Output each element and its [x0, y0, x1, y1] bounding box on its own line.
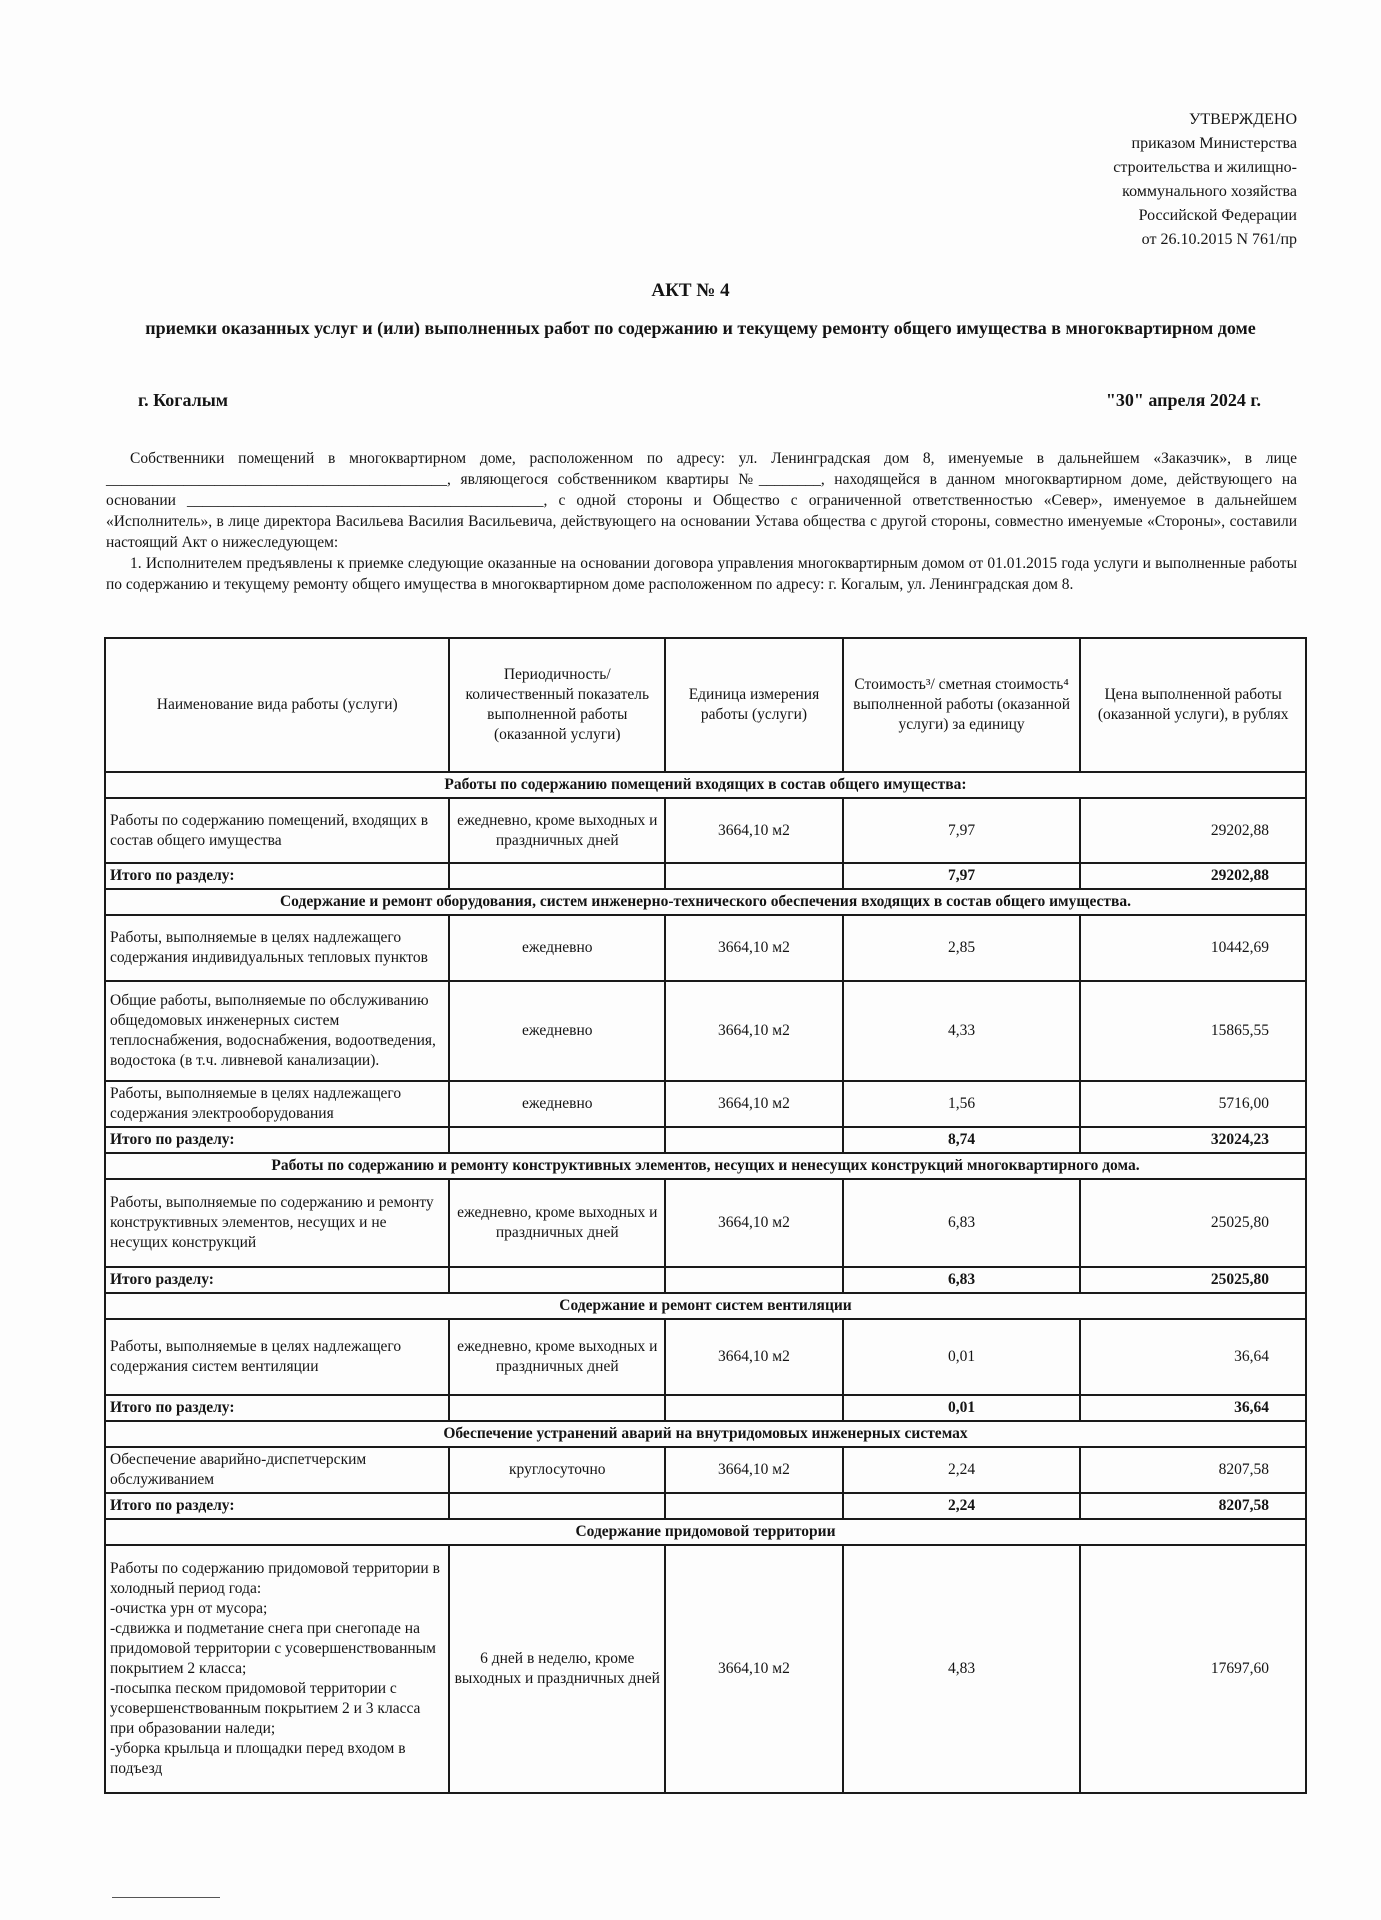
section-title: Содержание и ремонт оборудования, систем инженерно-технического обеспечения входящих в состав общего имущества.	[105, 889, 1306, 915]
header-period: Периодичность/ количественный показатель выполненной работы (оказанной услуги)	[449, 638, 665, 772]
work-name-cell: Общие работы, выполняемые по обслуживанию общедомовых инженерных систем теплоснабжения, водоснабжения, водоотведения, водостока (в т.ч. ливневой канализации).	[105, 981, 449, 1081]
table-row	[105, 1179, 1306, 1267]
empty-cell	[665, 1267, 843, 1293]
price-cell: 15865,55	[1080, 981, 1306, 1081]
empty-cell	[449, 863, 665, 889]
section-title: Содержание придомовой территории	[105, 1519, 1306, 1545]
section-row	[105, 1293, 1306, 1319]
period-cell: ежедневно, кроме выходных и праздничных дней	[449, 1179, 665, 1267]
empty-cell	[665, 1395, 843, 1421]
total-price: 25025,80	[1080, 1267, 1306, 1293]
total-label: Итого по разделу:	[105, 1127, 449, 1153]
table-row	[105, 981, 1306, 1081]
act-title: АКТ № 4	[651, 280, 730, 301]
empty-cell	[449, 1127, 665, 1153]
period-cell: ежедневно, кроме выходных и праздничных дней	[449, 798, 665, 863]
table-body	[105, 772, 1306, 1793]
total-row	[105, 1493, 1306, 1519]
price-cell: 17697,60	[1080, 1545, 1306, 1793]
work-name-cell: Работы, выполняемые по содержанию и ремонту конструктивных элементов, несущих и не несущих конструкций	[105, 1179, 449, 1267]
unit-cell: 3664,10 м2	[665, 1081, 843, 1127]
section-row	[105, 1421, 1306, 1447]
approval-line: УТВЕРЖДЕНО	[1188, 111, 1297, 128]
cost-cell: 4,33	[843, 981, 1081, 1081]
approval-line: от 26.10.2015 N 761/пр	[1141, 231, 1297, 248]
act-date: "30" апреля 2024 г.	[1105, 390, 1261, 410]
header-cost: Стоимость³/ сметная стоимость⁴ выполненной работы (оказанной услуги) за единицу	[843, 638, 1081, 772]
total-price: 29202,88	[1080, 863, 1306, 889]
section-row	[105, 889, 1306, 915]
section-title: Работы по содержанию и ремонту конструктивных элементов, несущих и ненесущих конструкций многоквартирного дома.	[105, 1153, 1306, 1179]
total-price: 36,64	[1080, 1395, 1306, 1421]
price-cell: 8207,58	[1080, 1447, 1306, 1493]
unit-cell: 3664,10 м2	[665, 981, 843, 1081]
table-header	[105, 638, 1306, 772]
total-cost: 0,01	[843, 1395, 1081, 1421]
total-cost: 6,83	[843, 1267, 1081, 1293]
act-subtitle: приемки оказанных услуг и (или) выполненных работ по содержанию и текущему ремонту общего имущества в многоквартирном доме	[145, 318, 1256, 338]
approval-stamp	[1113, 108, 1297, 252]
unit-cell: 3664,10 м2	[665, 1545, 843, 1793]
works-table	[104, 637, 1307, 1794]
table-row	[105, 1545, 1306, 1793]
empty-cell	[449, 1267, 665, 1293]
approval-line: приказом Министерства	[1131, 135, 1297, 152]
work-name-cell: Работы, выполняемые в целях надлежащего содержания электрооборудования	[105, 1081, 449, 1127]
section-title: Работы по содержанию помещений входящих в состав общего имущества:	[105, 772, 1306, 798]
cost-cell: 2,24	[843, 1447, 1081, 1493]
approval-line: строительства и жилищно-	[1113, 159, 1297, 176]
section-title: Содержание и ремонт систем вентиляции	[105, 1293, 1306, 1319]
work-name-cell: Обеспечение аварийно-диспетчерским обслуживанием	[105, 1447, 449, 1493]
total-row	[105, 1127, 1306, 1153]
table-row	[105, 915, 1306, 981]
price-cell: 36,64	[1080, 1319, 1306, 1395]
cost-cell: 7,97	[843, 798, 1081, 863]
cost-cell: 2,85	[843, 915, 1081, 981]
total-row	[105, 1267, 1306, 1293]
table-row	[105, 798, 1306, 863]
total-row	[105, 1395, 1306, 1421]
work-name-cell: Работы по содержанию помещений, входящих в состав общего имущества	[105, 798, 449, 863]
cost-cell: 0,01	[843, 1319, 1081, 1395]
footnote-divider	[112, 1897, 220, 1898]
price-cell: 25025,80	[1080, 1179, 1306, 1267]
period-cell: ежедневно, кроме выходных и праздничных дней	[449, 1319, 665, 1395]
unit-cell: 3664,10 м2	[665, 915, 843, 981]
section-row	[105, 1519, 1306, 1545]
cost-cell: 1,56	[843, 1081, 1081, 1127]
header-price: Цена выполненной работы (оказанной услуги), в рублях	[1080, 638, 1306, 772]
total-cost: 2,24	[843, 1493, 1081, 1519]
empty-cell	[665, 1493, 843, 1519]
table-row	[105, 1447, 1306, 1493]
period-cell: 6 дней в неделю, кроме выходных и праздничных дней	[449, 1545, 665, 1793]
section-row	[105, 772, 1306, 798]
empty-cell	[665, 863, 843, 889]
empty-cell	[449, 1493, 665, 1519]
header-name: Наименование вида работы (услуги)	[105, 638, 449, 772]
period-cell: ежедневно	[449, 1081, 665, 1127]
unit-cell: 3664,10 м2	[665, 1319, 843, 1395]
preamble-paragraph: Собственники помещений в многоквартирном доме, расположенном по адресу: ул. Ленинградская дом 8, именуемые в дальнейшем «Заказчик», в лице ____________________________________________, являющегося собственником квартиры №________, находящейся в данном многоквартирном доме, действующего на основании ______________________________________________, с одной стороны и Общество с ограниченной ответственностью «Север», именуемое в дальнейшем «Исполнитель», в лице директора Васильева Василия Васильевича, действующего на основании Устава общества с другой стороны, совместно именуемые «Стороны», составили настоящий Акт о нижеследующем:	[106, 450, 1297, 551]
total-cost: 8,74	[843, 1127, 1081, 1153]
price-cell: 29202,88	[1080, 798, 1306, 863]
cost-cell: 6,83	[843, 1179, 1081, 1267]
section-title: Обеспечение устранений аварий на внутридомовых инженерных системах	[105, 1421, 1306, 1447]
empty-cell	[665, 1127, 843, 1153]
empty-cell	[449, 1395, 665, 1421]
act-city: г. Когалым	[138, 390, 229, 410]
unit-cell: 3664,10 м2	[665, 1179, 843, 1267]
price-cell: 5716,00	[1080, 1081, 1306, 1127]
preamble-paragraph: 1. Исполнителем предъявлены к приемке следующие оказанные на основании договора управления многоквартирным домом от 01.01.2015 года услуги и выполненные работы по содержанию и текущему ремонту общего имущества в многоквартирном доме расположенном по адресу: г. Когалым, ул. Ленинградская дом 8.	[106, 555, 1297, 593]
total-price: 32024,23	[1080, 1127, 1306, 1153]
total-price: 8207,58	[1080, 1493, 1306, 1519]
work-name-cell: Работы, выполняемые в целях надлежащего содержания индивидуальных тепловых пунктов	[105, 915, 449, 981]
approval-line: Российской Федерации	[1138, 207, 1297, 224]
header-unit: Единица измерения работы (услуги)	[665, 638, 843, 772]
unit-cell: 3664,10 м2	[665, 798, 843, 863]
preamble	[106, 448, 1297, 595]
approval-line: коммунального хозяйства	[1122, 183, 1297, 200]
price-cell: 10442,69	[1080, 915, 1306, 981]
total-label: Итого разделу:	[105, 1267, 449, 1293]
work-name-cell: Работы, выполняемые в целях надлежащего содержания систем вентиляции	[105, 1319, 449, 1395]
period-cell: круглосуточно	[449, 1447, 665, 1493]
cost-cell: 4,83	[843, 1545, 1081, 1793]
unit-cell: 3664,10 м2	[665, 1447, 843, 1493]
total-label: Итого по разделу:	[105, 1395, 449, 1421]
period-cell: ежедневно	[449, 915, 665, 981]
total-row	[105, 863, 1306, 889]
table-row	[105, 1081, 1306, 1127]
total-label: Итого по разделу:	[105, 863, 449, 889]
table-row	[105, 1319, 1306, 1395]
header-row	[105, 638, 1306, 772]
total-cost: 7,97	[843, 863, 1081, 889]
total-label: Итого по разделу:	[105, 1493, 449, 1519]
period-cell: ежедневно	[449, 981, 665, 1081]
section-row	[105, 1153, 1306, 1179]
work-name-cell: Работы по содержанию придомовой территории в холодный период года: -очистка урн от мусора; -сдвижка и подметание снега при снегопаде на придомовой территории с усовершенствованным покрытием 2 класса; -посыпка песком придомовой территории с усовершенствованным покрытием 2 и 3 класса при образовании наледи; -уборка крыльца и площадки перед входом в подъезд	[105, 1545, 449, 1793]
